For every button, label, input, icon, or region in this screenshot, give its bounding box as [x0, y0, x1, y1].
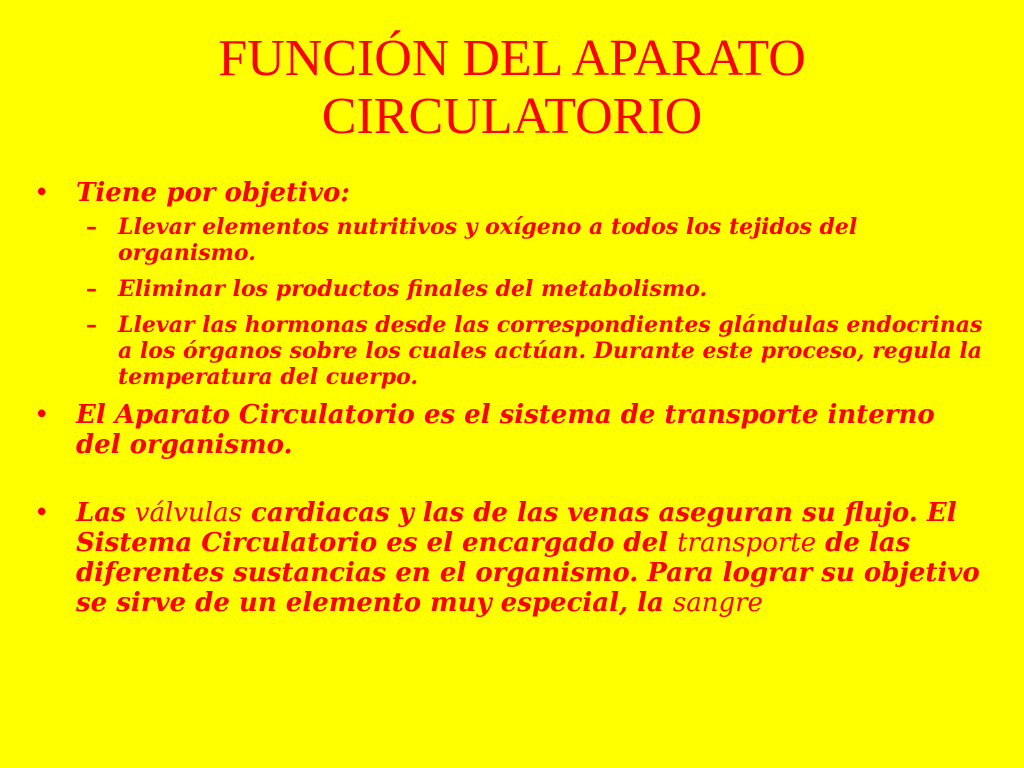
sub-item-text: Llevar elementos nutritivos y oxígeno a todos los tejidos del organismo.: [118, 214, 858, 266]
bullet-transport-system-text: El Aparato Circulatorio es el sistema de transporte interno del organismo.: [76, 400, 935, 460]
sub-item-nutrients: [34, 214, 984, 266]
bullet-objective-text: Tiene por objetivo:: [76, 178, 350, 208]
sub-mark: –: [86, 276, 97, 302]
sub-item-text: Llevar las hormonas desde las correspondientes glándulas endocrinas a los órganos sobre los cuales actúan. Durante este proceso, regula la temperatura del cuerpo.: [118, 312, 983, 390]
slide-content: [34, 178, 984, 618]
emphasis-sangre: sangre: [672, 588, 763, 618]
sub-item-metabolism: [34, 276, 984, 302]
bullet-objective: [34, 178, 984, 208]
bullet-mark: •: [34, 178, 50, 208]
sub-mark: –: [86, 312, 97, 338]
slide-title: [0, 30, 1024, 146]
bullet-transport-system: [34, 400, 984, 460]
bullet-valves: [34, 498, 984, 618]
sub-mark: –: [86, 214, 97, 240]
sub-item-hormones: [34, 312, 984, 390]
bullet-valves-text-2: cardiacas y las de las venas aseguran su flujo. El Sistema Circulatorio es el encargado del: [76, 498, 957, 558]
bullet-valves-text-1: Las: [76, 498, 135, 528]
title-line-2: CIRCULATORIO: [321, 88, 703, 145]
sub-item-text: Eliminar los productos finales del metabolismo.: [118, 276, 708, 302]
bullet-valves-text-3: de las diferentes sustancias en el organismo. Para lograr su objetivo se sirve de un elemento muy especial, la: [76, 528, 980, 618]
title-line-1: FUNCIÓN DEL APARATO: [218, 30, 806, 87]
emphasis-valvulas: válvulas: [134, 498, 242, 528]
bullet-mark: •: [34, 400, 50, 430]
emphasis-transporte: transporte: [677, 528, 817, 558]
bullet-mark: •: [34, 498, 50, 528]
